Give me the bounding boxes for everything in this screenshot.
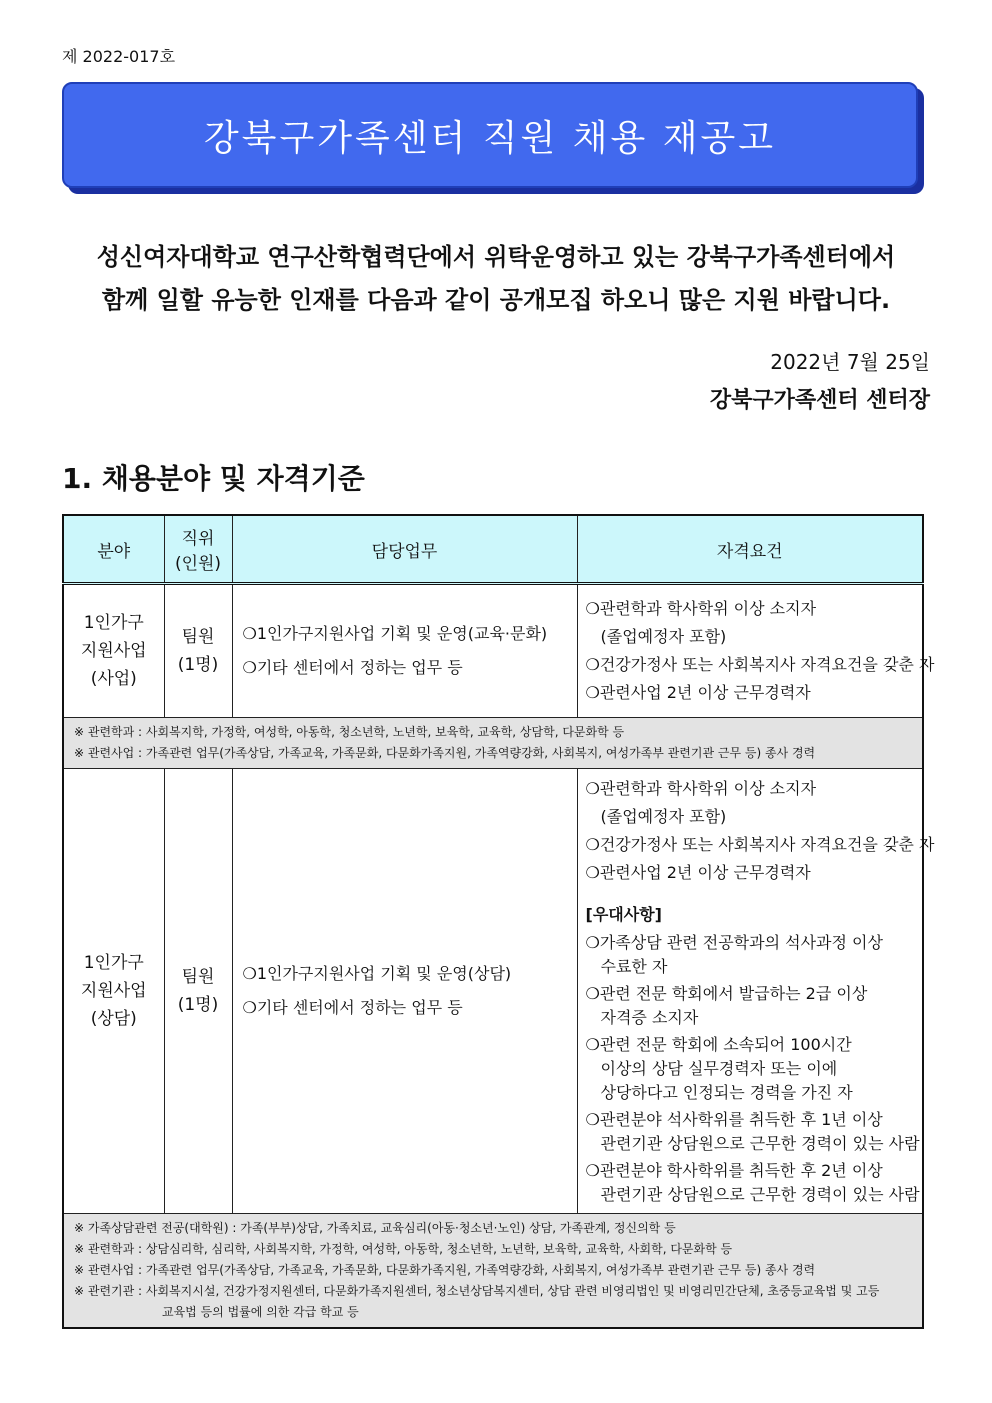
header-qualifications: 자격요건 — [577, 515, 923, 584]
page-title: 강북구가족센터 직원 채용 재공고 — [203, 117, 777, 159]
qualifications-cell — [577, 769, 935, 1214]
preferred-item: ❍가족상담 관련 전공학과의 석사과정 이상 수료한 자 — [585, 933, 883, 976]
qualification-item: ❍관련사업 2년 이상 근무경력자 — [585, 863, 811, 882]
title-banner — [62, 82, 918, 188]
duty-item: ❍기타 센터에서 정하는 업무 등 — [242, 658, 463, 677]
field-cell — [63, 769, 164, 1214]
preferred-item: ❍관련 전문 학회에서 발급하는 2급 이상 자격증 소지자 — [585, 984, 868, 1027]
notes-cell — [63, 1214, 923, 1329]
header-duties: 담당업무 — [232, 515, 577, 584]
qualifications-cell — [577, 584, 935, 718]
qualification-item: (졸업예정자 포함) — [600, 627, 727, 646]
header-position-line2: (인원) — [174, 554, 222, 574]
qualification-item: (졸업예정자 포함) — [600, 807, 727, 826]
header-position-line1: 직위 — [181, 529, 215, 549]
note-line: 교육법 등의 법률에 의한 각급 학교 등 — [162, 1305, 359, 1319]
announcement-date: 2022년 7월 25일 — [770, 350, 930, 374]
position-cell — [164, 584, 232, 718]
position-line: (1명) — [177, 995, 219, 1015]
position-line: 팀원 — [181, 627, 215, 647]
field-line: 1인가구 — [83, 613, 144, 633]
document-number: 제 2022-017호 — [62, 47, 176, 66]
duty-item: ❍1인가구지원사업 기획 및 운영(교육·문화) — [242, 624, 548, 643]
qualification-item: ❍건강가정사 또는 사회복지사 자격요건을 갖춘 자 — [585, 655, 935, 674]
notes-row — [63, 1214, 923, 1329]
table-row — [63, 584, 923, 718]
field-line: 1인가구 — [83, 953, 144, 973]
note-line: ※ 관련기관 : 사회복지시설, 건강가정지원센터, 다문화가족지원센터, 청소년상담복지센터, 상담 관련 비영리법인 및 비영리민간단체, 초중등교육법 및 고등 — [74, 1284, 880, 1298]
duties-cell — [232, 584, 577, 718]
note-line: ※ 가족상담관련 전공(대학원) : 가족(부부)상담, 가족치료, 교육심리(아동·청소년·노인) 상담, 가족관계, 정신의학 등 — [74, 1221, 676, 1235]
recruitment-table — [62, 514, 935, 1329]
duty-item: ❍기타 센터에서 정하는 업무 등 — [242, 998, 463, 1017]
field-line: (사업) — [90, 669, 137, 689]
preferred-item: ❍관련분야 학사학위를 취득한 후 2년 이상 관련기관 상담원으로 근무한 경력이 있는 사람 — [585, 1161, 920, 1204]
header-field: 분야 — [63, 515, 164, 584]
section-heading: 1. 채용분야 및 자격기준 — [62, 462, 365, 495]
table-header-row — [63, 515, 923, 584]
field-line: (상담) — [90, 1009, 137, 1029]
note-line: ※ 관련학과 : 사회복지학, 가정학, 여성학, 아동학, 청소년학, 노년학, 보육학, 교육학, 상담학, 다문화학 등 — [74, 725, 625, 739]
preferred-item: ❍관련분야 석사학위를 취득한 후 1년 이상 관련기관 상담원으로 근무한 경력이 있는 사람 — [585, 1110, 920, 1153]
table-row — [63, 769, 923, 1214]
field-cell — [63, 584, 164, 718]
notes-cell — [63, 718, 923, 769]
intro-line-2: 함께 일할 유능한 인재를 다음과 같이 공개모집 하오니 많은 지원 바랍니다. — [101, 286, 891, 314]
position-line: (1명) — [177, 655, 219, 675]
intro-line-1: 성신여자대학교 연구산학협력단에서 위탁운영하고 있는 강북구가족센터에서 — [96, 243, 896, 271]
qualification-item: ❍관련학과 학사학위 이상 소지자 — [585, 779, 817, 798]
signature: 강북구가족센터 센터장 — [709, 388, 930, 413]
field-line: 지원사업 — [80, 981, 147, 1001]
position-cell — [164, 769, 232, 1214]
qualification-item: ❍관련학과 학사학위 이상 소지자 — [585, 599, 817, 618]
preferred-item: ❍관련 전문 학회에 소속되어 100시간 이상의 상담 실무경력자 또는 이에 상당하다고 인정되는 경력을 가진 자 — [585, 1035, 853, 1102]
field-line: 지원사업 — [80, 641, 147, 661]
qualification-item: ❍건강가정사 또는 사회복지사 자격요건을 갖춘 자 — [585, 835, 935, 854]
header-position — [164, 515, 232, 584]
notes-row — [63, 718, 923, 769]
intro-text — [62, 236, 930, 322]
duty-item: ❍1인가구지원사업 기획 및 운영(상담) — [242, 964, 512, 983]
note-line: ※ 관련사업 : 가족관련 업무(가족상담, 가족교육, 가족문화, 다문화가족지원, 가족역량강화, 사회복지, 여성가족부 관련기관 근무 등) 종사 경력 — [74, 1263, 816, 1277]
preferred-title: [우대사항] — [585, 905, 662, 924]
duties-cell — [232, 769, 577, 1214]
note-line: ※ 관련사업 : 가족관련 업무(가족상담, 가족교육, 가족문화, 다문화가족지원, 가족역량강화, 사회복지, 여성가족부 관련기관 근무 등) 종사 경력 — [74, 746, 816, 760]
qualification-item: ❍관련사업 2년 이상 근무경력자 — [585, 683, 811, 702]
note-line: ※ 관련학과 : 상담심리학, 심리학, 사회복지학, 가정학, 여성학, 아동학, 청소년학, 노년학, 보육학, 교육학, 사회학, 다문화학 등 — [74, 1242, 733, 1256]
position-line: 팀원 — [181, 967, 215, 987]
